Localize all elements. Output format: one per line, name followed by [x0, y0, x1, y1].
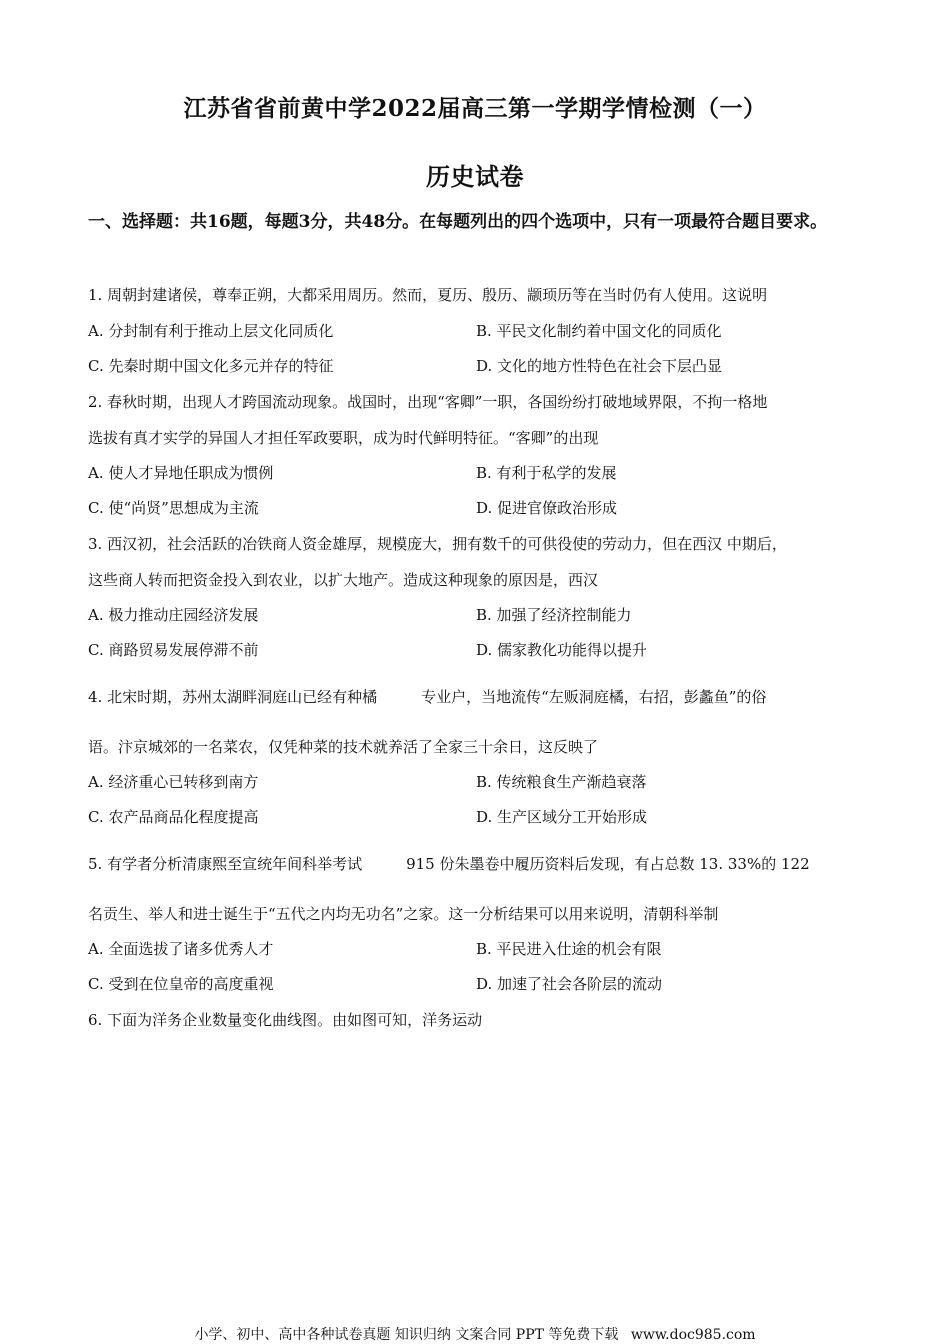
question-6-stem: 6. 下面为洋务企业数量变化曲线图。由如图可知，洋务运动: [88, 1011, 483, 1029]
footer-site-link[interactable]: www.doc985.com: [630, 1327, 756, 1343]
question-1-option-c: C. 先秦时期中国文化多元并存的特征: [88, 357, 334, 375]
question-2-option-c: C. 使“尚贤”思想成为主流: [88, 499, 259, 517]
question-3-option-c: C. 商路贸易发展停滞不前: [88, 641, 259, 659]
question-2-option-a: A. 使人才异地任职成为惯例: [88, 464, 274, 482]
question-2-option-b: B. 有利于私学的发展: [476, 464, 617, 482]
question-1-stem: 1. 周朝封建诸侯，尊奉正朔，大都采用周历。然而，夏历、殷历、颛顼历等在当时仍有人使用。这说明: [88, 286, 768, 304]
question-5-option-b: B. 平民进入仕途的机会有限: [476, 940, 662, 958]
question-3-option-a: A. 极力推动庄园经济发展: [88, 606, 259, 624]
question-4-stem-part-1: 4. 北宋时期，苏州太湖畔洞庭山已经有种橘: [88, 688, 378, 706]
question-1-option-d: D. 文化的地方性特色在社会下层凸显: [476, 357, 723, 375]
section-heading: 一、选择题：共16题，每题3分，共48分。在每题列出的四个选项中，只有一项最符合题目要求。: [88, 212, 828, 232]
footer-ad-text: 小学、初中、高中各种试卷真题 知识归纳 文案合同 PPT 等免费下载: [194, 1327, 619, 1343]
question-4-stem-part-2: 专业户，当地流传“左贩洞庭橘，右招，彭蠡鱼”的俗: [421, 688, 767, 706]
question-1-option-b: B. 平民文化制约着中国文化的同质化: [476, 322, 722, 340]
question-4-option-a: A. 经济重心已转移到南方: [88, 773, 259, 791]
question-5-stem-part-1: 5. 有学者分析清康熙至宣统年间科举考试: [88, 855, 363, 873]
question-5-option-d: D. 加速了社会各阶层的流动: [476, 975, 663, 993]
question-5-option-c: C. 受到在位皇帝的高度重视: [88, 975, 274, 993]
question-2-stem-line-1: 2. 春秋时期，出现人才跨国流动现象。战国时，出现“客卿”一职，各国纷纷打破地域界限，不拘一格地: [88, 393, 768, 411]
question-4-option-d: D. 生产区域分工开始形成: [476, 808, 648, 826]
question-3-option-b: B. 加强了经济控制能力: [476, 606, 632, 624]
question-2-option-d: D. 促进官僚政治形成: [476, 499, 618, 517]
question-5-option-a: A. 全面选拔了诸多优秀人才: [88, 940, 274, 958]
question-3-stem-line-1: 3. 西汉初，社会活跃的冶铁商人资金雄厚，规模庞大，拥有数千的可供役使的劳动力，但在西汉 中期后，: [88, 535, 787, 553]
exam-title: 江苏省省前黄中学2022届高三第一学期学情检测（一）: [183, 95, 767, 122]
page-footer: [0, 1324, 950, 1344]
question-3-stem-line-2: 这些商人转而把资金投入到农业，以扩大地产。造成这种现象的原因是，西汉: [88, 571, 599, 589]
question-4-option-b: B. 传统粮食生产渐趋衰落: [476, 773, 647, 791]
question-3-option-d: D. 儒家教化功能得以提升: [476, 641, 648, 659]
question-5-stem-line-2: 名贡生、举人和进士诞生于“五代之内均无功名”之家。这一分析结果可以用来说明，清朝科举制: [88, 905, 719, 923]
exam-subtitle: 历史试卷: [426, 162, 524, 191]
question-4-stem-line-1: [88, 686, 766, 707]
question-1-option-a: A. 分封制有利于推动上层文化同质化: [88, 322, 334, 340]
question-2-stem-line-2: 选拔有真才实学的异国人才担任军政要职，成为时代鲜明特征。“客卿”的出现: [88, 429, 599, 447]
question-4-option-c: C. 农产品商品化程度提高: [88, 808, 259, 826]
question-5-stem-part-2: 915 份朱墨卷中履历资料后发现，有占总数 13. 33%的 122: [406, 855, 810, 873]
question-5-stem-line-1: [88, 853, 810, 874]
question-4-stem-line-2: 语。汴京城郊的一名菜农，仅凭种菜的技术就养活了全家三十余日，这反映了: [88, 738, 599, 756]
